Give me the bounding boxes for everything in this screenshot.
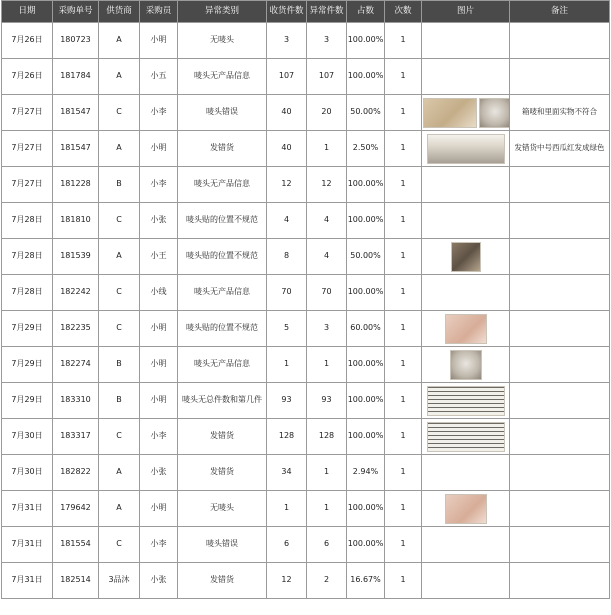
cell-supplier: A xyxy=(99,491,140,527)
cell-times: 1 xyxy=(385,311,422,347)
cell-category: 唛头无总件数和第几件 xyxy=(178,383,267,419)
cell-ratio: 100.00% xyxy=(347,491,385,527)
cell-times: 1 xyxy=(385,95,422,131)
cell-note xyxy=(510,59,610,95)
cell-note xyxy=(510,563,610,599)
cell-times: 1 xyxy=(385,419,422,455)
cell-ratio: 100.00% xyxy=(347,347,385,383)
header-abnormal: 异常件数 xyxy=(307,1,347,23)
cell-received: 40 xyxy=(267,95,307,131)
table-row xyxy=(2,455,610,491)
cell-date: 7月27日 xyxy=(2,95,53,131)
table-body xyxy=(2,23,610,599)
header-category: 异常类别 xyxy=(178,1,267,23)
cell-category: 发错货 xyxy=(178,563,267,599)
header-supplier: 供货商 xyxy=(99,1,140,23)
cell-supplier: C xyxy=(99,203,140,239)
cell-ratio: 2.94% xyxy=(347,455,385,491)
cell-buyer: 小明 xyxy=(140,347,178,383)
cell-category: 唛头无产品信息 xyxy=(178,167,267,203)
cell-ratio: 100.00% xyxy=(347,275,385,311)
cell-category: 发错货 xyxy=(178,455,267,491)
cell-po: 182822 xyxy=(53,455,99,491)
cell-po: 182235 xyxy=(53,311,99,347)
cell-images xyxy=(422,203,510,239)
cell-times: 1 xyxy=(385,239,422,275)
cell-category: 无唛头 xyxy=(178,23,267,59)
cell-category: 唛头贴的位置不规范 xyxy=(178,239,267,275)
cell-received: 5 xyxy=(267,311,307,347)
cell-ratio: 16.67% xyxy=(347,563,385,599)
cell-images xyxy=(422,347,510,383)
cell-buyer: 小明 xyxy=(140,491,178,527)
cell-images xyxy=(422,167,510,203)
cell-note xyxy=(510,347,610,383)
cell-date: 7月28日 xyxy=(2,203,53,239)
cell-received: 3 xyxy=(267,23,307,59)
cell-date: 7月30日 xyxy=(2,419,53,455)
cell-times: 1 xyxy=(385,23,422,59)
cell-po: 181547 xyxy=(53,95,99,131)
box-photo-thumbnail[interactable] xyxy=(423,98,477,128)
cell-po: 180723 xyxy=(53,23,99,59)
cell-images xyxy=(422,275,510,311)
cell-abnormal: 128 xyxy=(307,419,347,455)
cell-images xyxy=(422,95,510,131)
cell-images xyxy=(422,419,510,455)
cell-abnormal: 20 xyxy=(307,95,347,131)
cell-received: 12 xyxy=(267,167,307,203)
cell-buyer: 小明 xyxy=(140,311,178,347)
header-buyer: 采购员 xyxy=(140,1,178,23)
cell-note xyxy=(510,527,610,563)
cell-note: 发错货中号西瓜红发成绿色 xyxy=(510,131,610,167)
cell-note xyxy=(510,167,610,203)
cell-date: 7月29日 xyxy=(2,311,53,347)
cell-times: 1 xyxy=(385,347,422,383)
cell-ratio: 60.00% xyxy=(347,311,385,347)
cell-supplier: A xyxy=(99,59,140,95)
table-row xyxy=(2,131,610,167)
cell-category: 唛头错误 xyxy=(178,527,267,563)
table-row xyxy=(2,23,610,59)
cell-note xyxy=(510,419,610,455)
header-images: 图片 xyxy=(422,1,510,23)
table-row xyxy=(2,527,610,563)
cell-buyer: 小五 xyxy=(140,59,178,95)
cell-buyer: 小明 xyxy=(140,23,178,59)
header-received: 收货件数 xyxy=(267,1,307,23)
cell-ratio: 100.00% xyxy=(347,527,385,563)
cell-buyer: 小王 xyxy=(140,239,178,275)
cell-received: 12 xyxy=(267,563,307,599)
cell-supplier: C xyxy=(99,275,140,311)
cell-date: 7月29日 xyxy=(2,383,53,419)
cell-po: 182514 xyxy=(53,563,99,599)
text-label-photo-thumbnail[interactable] xyxy=(427,422,505,452)
cell-times: 1 xyxy=(385,563,422,599)
cell-note xyxy=(510,239,610,275)
cell-category: 唛头无产品信息 xyxy=(178,347,267,383)
cell-note xyxy=(510,455,610,491)
cell-ratio: 100.00% xyxy=(347,383,385,419)
cell-supplier: C xyxy=(99,527,140,563)
cell-po: 181228 xyxy=(53,167,99,203)
cell-date: 7月31日 xyxy=(2,527,53,563)
table-row xyxy=(2,167,610,203)
cell-supplier: A xyxy=(99,239,140,275)
cell-supplier: A xyxy=(99,455,140,491)
cell-received: 70 xyxy=(267,275,307,311)
cell-note xyxy=(510,275,610,311)
cell-buyer: 小李 xyxy=(140,419,178,455)
cell-ratio: 2.50% xyxy=(347,131,385,167)
cell-category: 唛头无产品信息 xyxy=(178,59,267,95)
table-row xyxy=(2,59,610,95)
cell-times: 1 xyxy=(385,203,422,239)
dark-box-photo-thumbnail[interactable] xyxy=(451,242,481,272)
pink-box-photo-thumbnail[interactable] xyxy=(445,314,487,344)
cell-category: 无唛头 xyxy=(178,491,267,527)
cell-category: 发错货 xyxy=(178,131,267,167)
cell-date: 7月31日 xyxy=(2,563,53,599)
cell-abnormal: 12 xyxy=(307,167,347,203)
cell-abnormal: 2 xyxy=(307,563,347,599)
cell-date: 7月26日 xyxy=(2,59,53,95)
cell-abnormal: 1 xyxy=(307,455,347,491)
cell-abnormal: 1 xyxy=(307,491,347,527)
cell-ratio: 50.00% xyxy=(347,95,385,131)
cell-category: 唛头贴的位置不规范 xyxy=(178,311,267,347)
table-row xyxy=(2,419,610,455)
table-row xyxy=(2,311,610,347)
cell-times: 1 xyxy=(385,527,422,563)
bag-photo-thumbnail[interactable] xyxy=(479,98,510,128)
table-row xyxy=(2,563,610,599)
cell-buyer: 小李 xyxy=(140,95,178,131)
header-ratio: 占数 xyxy=(347,1,385,23)
cell-received: 1 xyxy=(267,491,307,527)
cell-buyer: 小李 xyxy=(140,527,178,563)
cell-supplier: 3品沐 xyxy=(99,563,140,599)
cell-category: 唛头错误 xyxy=(178,95,267,131)
cell-po: 181554 xyxy=(53,527,99,563)
cell-buyer: 小张 xyxy=(140,455,178,491)
cell-received: 6 xyxy=(267,527,307,563)
cell-supplier: B xyxy=(99,167,140,203)
cell-images xyxy=(422,311,510,347)
label-photo-thumbnail[interactable] xyxy=(427,134,505,164)
cell-po: 181547 xyxy=(53,131,99,167)
cell-supplier: C xyxy=(99,311,140,347)
text-label-photo-thumbnail[interactable] xyxy=(427,386,505,416)
table-row xyxy=(2,347,610,383)
pink-box-photo-thumbnail[interactable] xyxy=(445,494,487,524)
cell-po: 182242 xyxy=(53,275,99,311)
cell-received: 128 xyxy=(267,419,307,455)
cell-date: 7月28日 xyxy=(2,239,53,275)
table-row xyxy=(2,95,610,131)
cell-ratio: 100.00% xyxy=(347,23,385,59)
cell-abnormal: 107 xyxy=(307,59,347,95)
cell-date: 7月26日 xyxy=(2,23,53,59)
cell-abnormal: 93 xyxy=(307,383,347,419)
cell-abnormal: 3 xyxy=(307,23,347,59)
cell-images xyxy=(422,239,510,275)
cell-ratio: 100.00% xyxy=(347,419,385,455)
cell-buyer: 小张 xyxy=(140,563,178,599)
cell-supplier: C xyxy=(99,95,140,131)
cell-supplier: A xyxy=(99,131,140,167)
cell-abnormal: 6 xyxy=(307,527,347,563)
cell-note xyxy=(510,383,610,419)
cell-category: 唛头贴的位置不规范 xyxy=(178,203,267,239)
header-po-number: 采购单号 xyxy=(53,1,99,23)
cell-images xyxy=(422,383,510,419)
cell-abnormal: 70 xyxy=(307,275,347,311)
cell-times: 1 xyxy=(385,455,422,491)
cell-supplier: B xyxy=(99,383,140,419)
cell-supplier: A xyxy=(99,23,140,59)
cell-abnormal: 4 xyxy=(307,203,347,239)
cell-date: 7月29日 xyxy=(2,347,53,383)
header-row xyxy=(2,1,610,23)
cell-images xyxy=(422,59,510,95)
table-row xyxy=(2,491,610,527)
cell-images xyxy=(422,527,510,563)
cell-received: 107 xyxy=(267,59,307,95)
cell-po: 182274 xyxy=(53,347,99,383)
cell-received: 4 xyxy=(267,203,307,239)
cell-ratio: 100.00% xyxy=(347,59,385,95)
cell-ratio: 50.00% xyxy=(347,239,385,275)
cell-times: 1 xyxy=(385,383,422,419)
cell-po: 181810 xyxy=(53,203,99,239)
abnormal-receiving-table xyxy=(1,0,610,599)
table-row xyxy=(2,203,610,239)
cell-note xyxy=(510,23,610,59)
cell-ratio: 100.00% xyxy=(347,167,385,203)
cell-note: 箱唛和里面实物不符合 xyxy=(510,95,610,131)
cell-images xyxy=(422,563,510,599)
cell-date: 7月27日 xyxy=(2,131,53,167)
cell-abnormal: 3 xyxy=(307,311,347,347)
cell-note xyxy=(510,491,610,527)
cell-abnormal: 4 xyxy=(307,239,347,275)
cell-date: 7月30日 xyxy=(2,455,53,491)
cell-images xyxy=(422,23,510,59)
cell-received: 40 xyxy=(267,131,307,167)
cell-date: 7月27日 xyxy=(2,167,53,203)
cell-buyer: 小李 xyxy=(140,167,178,203)
cell-date: 7月28日 xyxy=(2,275,53,311)
cell-times: 1 xyxy=(385,491,422,527)
header-date: 日期 xyxy=(2,1,53,23)
cell-ratio: 100.00% xyxy=(347,203,385,239)
cell-category: 唛头无产品信息 xyxy=(178,275,267,311)
cell-buyer: 小线 xyxy=(140,275,178,311)
cell-supplier: B xyxy=(99,347,140,383)
cell-po: 179642 xyxy=(53,491,99,527)
cell-images xyxy=(422,491,510,527)
cell-note xyxy=(510,203,610,239)
cell-times: 1 xyxy=(385,59,422,95)
cell-po: 183317 xyxy=(53,419,99,455)
header-times: 次数 xyxy=(385,1,422,23)
cell-times: 1 xyxy=(385,275,422,311)
cell-supplier: C xyxy=(99,419,140,455)
header-note: 备注 xyxy=(510,1,610,23)
cell-po: 183310 xyxy=(53,383,99,419)
cell-buyer: 小张 xyxy=(140,203,178,239)
table-row xyxy=(2,383,610,419)
cell-date: 7月31日 xyxy=(2,491,53,527)
cell-received: 1 xyxy=(267,347,307,383)
cell-times: 1 xyxy=(385,131,422,167)
cell-po: 181539 xyxy=(53,239,99,275)
cell-received: 34 xyxy=(267,455,307,491)
cell-abnormal: 1 xyxy=(307,131,347,167)
table-row xyxy=(2,275,610,311)
bag-photo-thumbnail[interactable] xyxy=(450,350,482,380)
cell-buyer: 小明 xyxy=(140,383,178,419)
table-row xyxy=(2,239,610,275)
cell-images xyxy=(422,131,510,167)
cell-note xyxy=(510,311,610,347)
cell-received: 93 xyxy=(267,383,307,419)
cell-buyer: 小明 xyxy=(140,131,178,167)
cell-category: 发错货 xyxy=(178,419,267,455)
cell-po: 181784 xyxy=(53,59,99,95)
cell-times: 1 xyxy=(385,167,422,203)
cell-abnormal: 1 xyxy=(307,347,347,383)
cell-images xyxy=(422,455,510,491)
cell-received: 8 xyxy=(267,239,307,275)
